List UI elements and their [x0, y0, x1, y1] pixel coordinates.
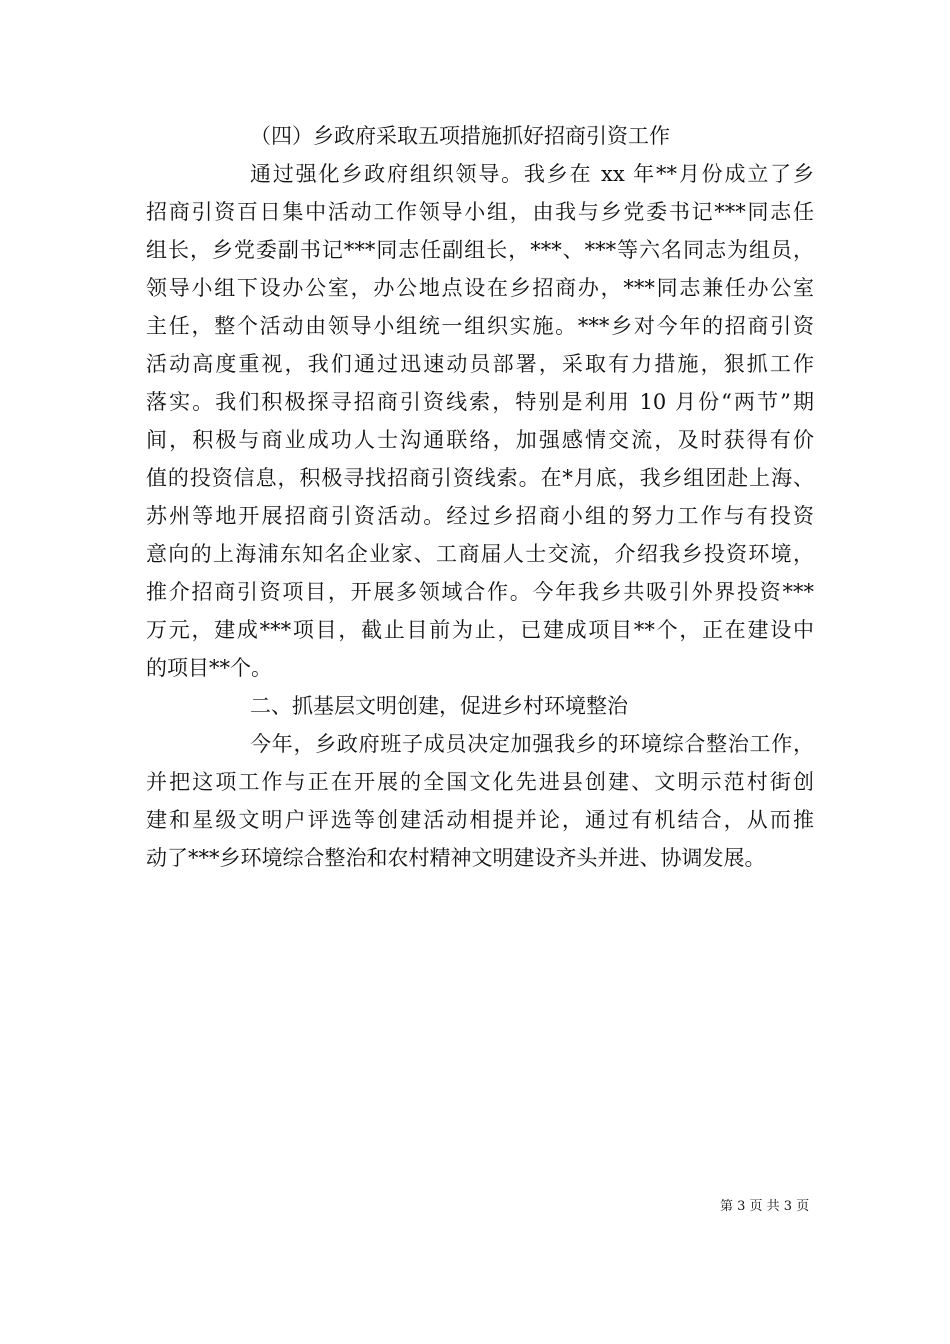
paragraph-line: 落实。我们积极探寻招商引资线索，特别是利用 10 月份“两节”期	[146, 390, 814, 414]
paragraph-line: 推介招商引资项目，开展多领域合作。今年我乡共吸引外界投资***	[146, 580, 814, 604]
paragraph-line: 万元，建成***项目，截止目前为止，已建成项目**个，正在建设中	[146, 618, 814, 642]
paragraph-line: 的项目**个。	[146, 656, 272, 680]
paragraph-line: 活动高度重视，我们通过迅速动员部署，采取有力措施，狠抓工作	[146, 352, 814, 376]
section-heading-4: （四）乡政府采取五项措施抓好招商引资工作	[250, 124, 670, 148]
paragraph-line: 今年，乡政府班子成员决定加强我乡的环境综合整治工作，	[250, 732, 814, 756]
paragraph-line: 招商引资百日集中活动工作领导小组，由我与乡党委书记***同志任	[146, 200, 814, 224]
paragraph-line: 组长，乡党委副书记***同志任副组长，***、***等六名同志为组员，	[146, 238, 814, 262]
paragraph-line: 通过强化乡政府组织领导。我乡在 xx 年**月份成立了乡	[250, 162, 814, 186]
paragraph-line: 间，积极与商业成功人士沟通联络，加强感情交流，及时获得有价	[146, 428, 814, 452]
paragraph-line: 苏州等地开展招商引资活动。经过乡招商小组的努力工作与有投资	[146, 504, 814, 528]
paragraph-line: 意向的上海浦东知名企业家、工商届人士交流，介绍我乡投资环境，	[146, 542, 814, 566]
paragraph-line: 动了***乡环境综合整治和农村精神文明建设齐头并进、协调发展。	[146, 846, 766, 870]
paragraph-line: 领导小组下设办公室，办公地点设在乡招商办，***同志兼任办公室	[146, 276, 814, 300]
paragraph-line: 建和星级文明户评选等创建活动相提并论，通过有机结合，从而推	[146, 808, 814, 832]
paragraph-line: 并把这项工作与正在开展的全国文化先进县创建、文明示范村街创	[146, 770, 814, 794]
section-heading-2: 二、抓基层文明创建，促进乡村环境整治	[250, 694, 628, 718]
paragraph-line: 主任，整个活动由领导小组统一组织实施。***乡对今年的招商引资	[146, 314, 814, 338]
paragraph-line: 值的投资信息，积极寻找招商引资线索。在*月底，我乡组团赴上海、	[146, 466, 814, 490]
page-footer: 第 3 页 共 3 页	[720, 1199, 810, 1214]
